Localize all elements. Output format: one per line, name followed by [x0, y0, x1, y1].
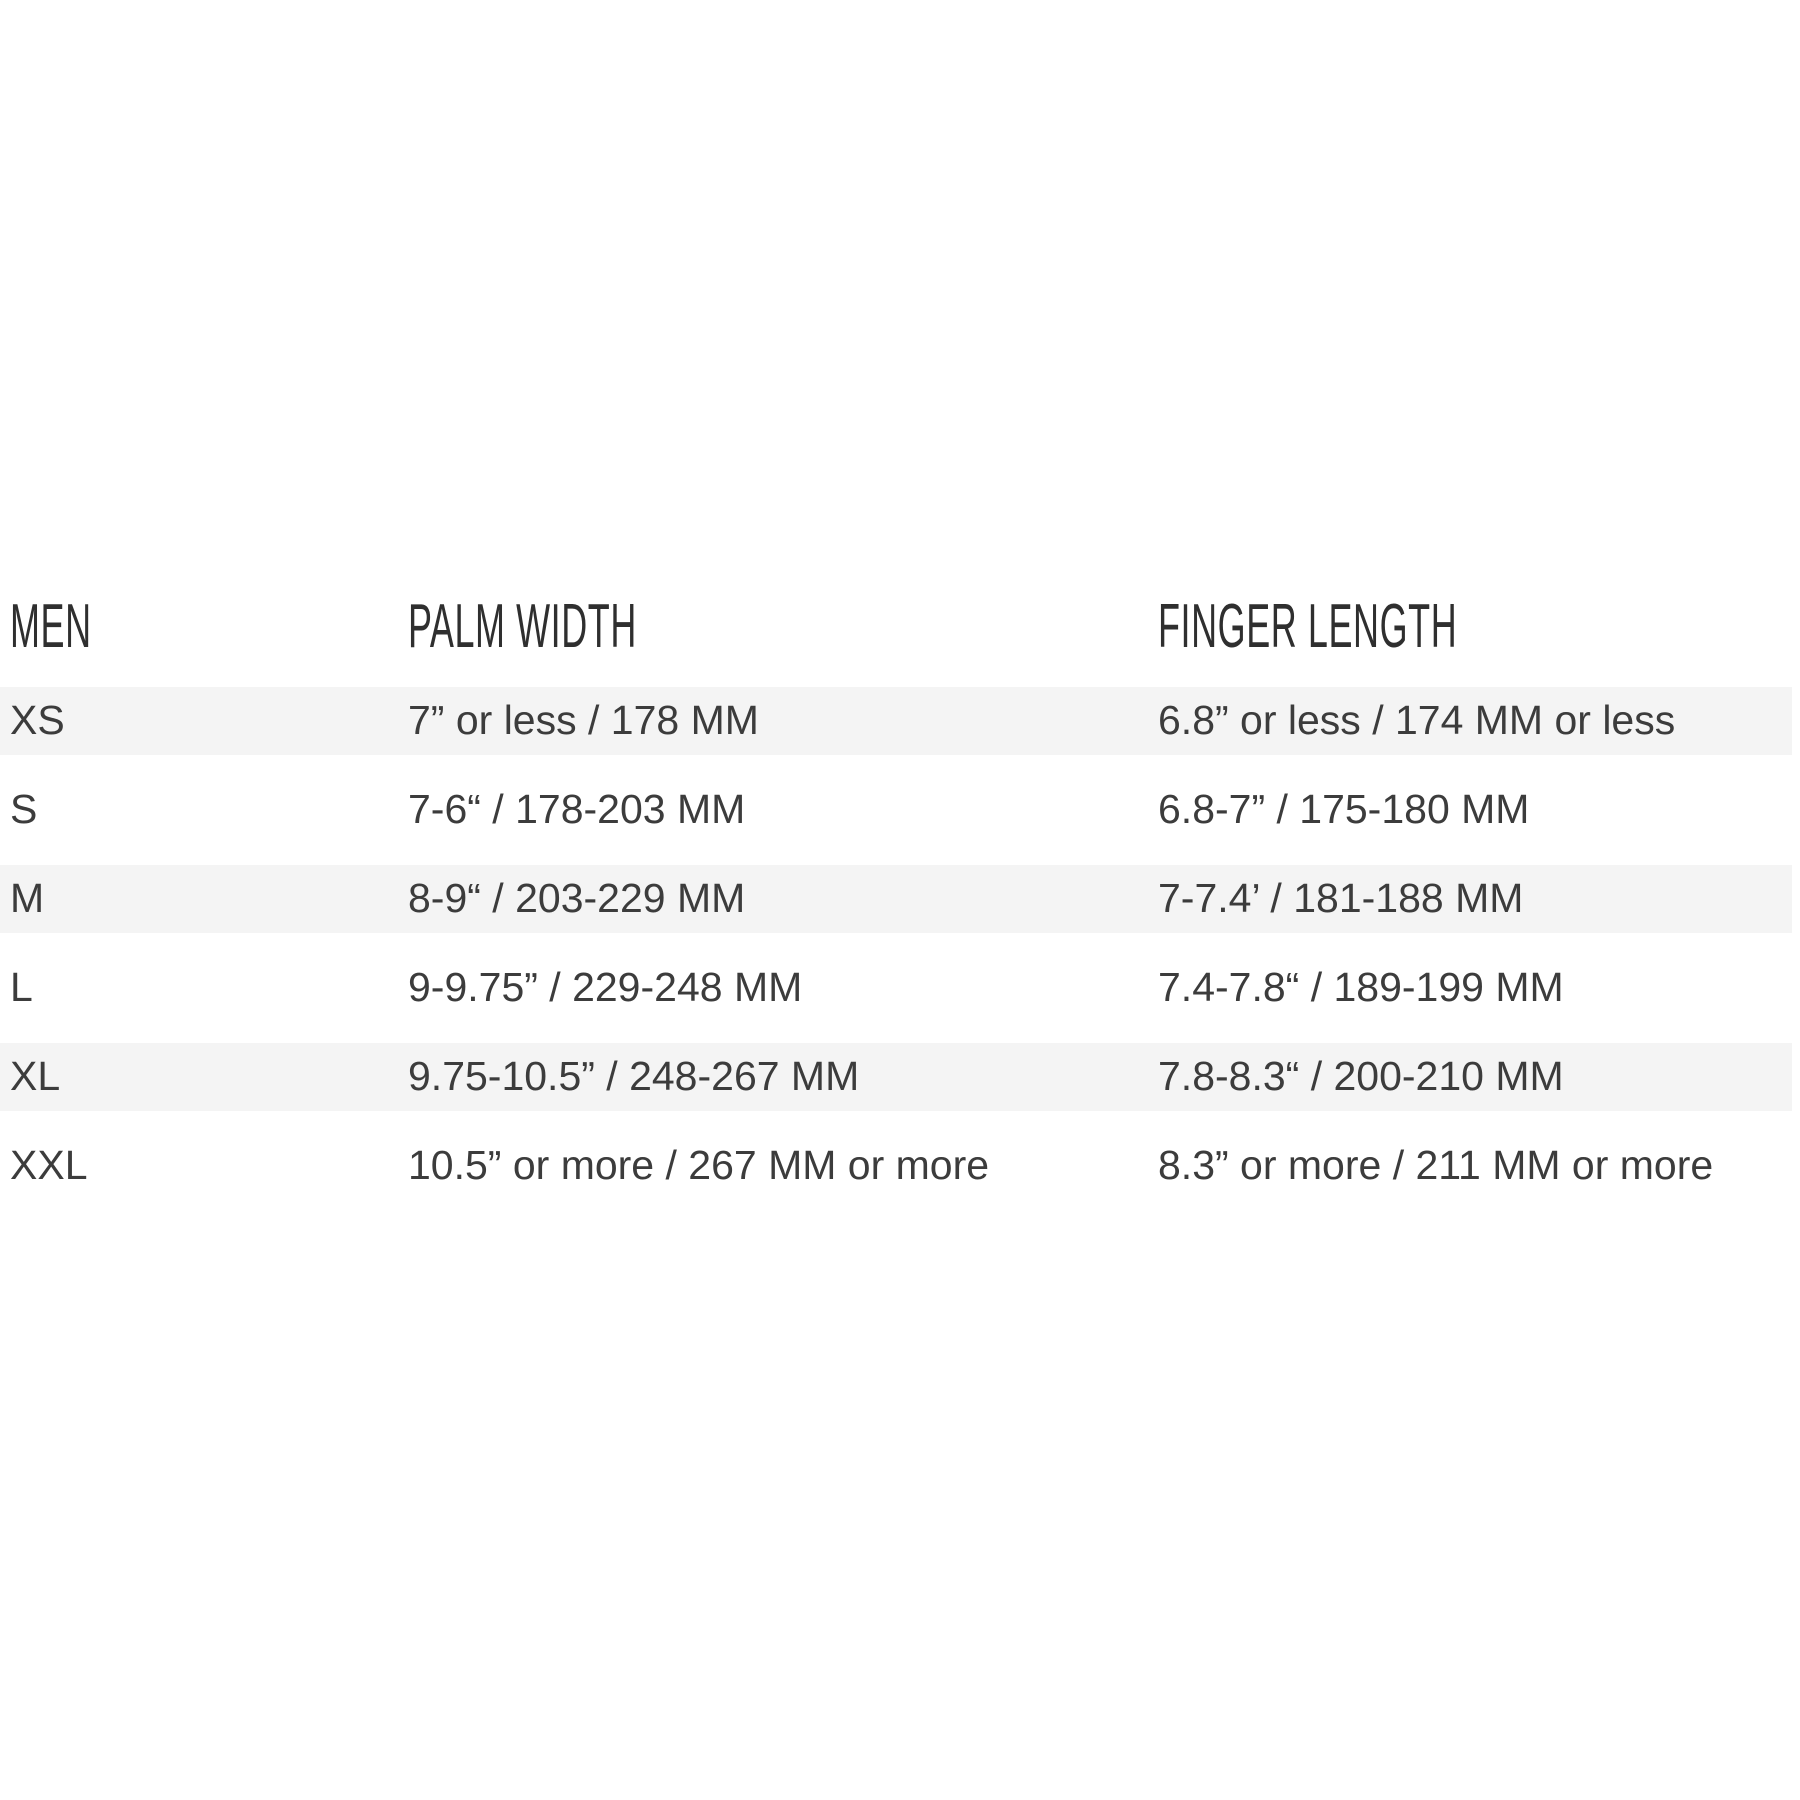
size-cell: S [10, 786, 38, 833]
palm-width-cell: 9.75-10.5” / 248-267 MM [408, 1053, 860, 1100]
finger-length-cell: 6.8-7” / 175-180 MM [1158, 786, 1530, 833]
finger-length-cell: 8.3” or more / 211 MM or more [1158, 1142, 1714, 1189]
finger-length-cell: 7-7.4’ / 181-188 MM [1158, 875, 1524, 922]
size-cell: M [10, 875, 45, 922]
finger-length-cell: 7.8-8.3“ / 200-210 MM [1158, 1053, 1564, 1100]
size-cell: XXL [10, 1142, 88, 1189]
table-row-xl [0, 1043, 1792, 1111]
table-header-row [0, 591, 1792, 661]
mens-glove-size-table [0, 591, 1800, 1221]
column-header-finger-length: FINGER LENGTH [1158, 591, 1458, 661]
finger-length-cell: 6.8” or less / 174 MM or less [1158, 697, 1676, 744]
column-header-men: MEN [10, 591, 92, 661]
header-cell-finger-length [1158, 591, 1792, 661]
table-row-xxl [0, 1132, 1792, 1200]
palm-width-cell: 8-9“ / 203-229 MM [408, 875, 746, 922]
palm-width-cell: 7” or less / 178 MM [408, 697, 759, 744]
size-cell: XS [10, 697, 65, 744]
table-row-xs [0, 687, 1792, 755]
finger-length-cell: 7.4-7.8“ / 189-199 MM [1158, 964, 1564, 1011]
table-row-s [0, 776, 1792, 844]
palm-width-cell: 9-9.75” / 229-248 MM [408, 964, 803, 1011]
size-cell: L [10, 964, 33, 1011]
header-cell-men [0, 591, 408, 661]
header-cell-palm-width [408, 591, 1158, 661]
palm-width-cell: 7-6“ / 178-203 MM [408, 786, 746, 833]
palm-width-cell: 10.5” or more / 267 MM or more [408, 1142, 990, 1189]
table-row-l [0, 954, 1792, 1022]
size-cell: XL [10, 1053, 61, 1100]
table-row-m [0, 865, 1792, 933]
column-header-palm-width: PALM WIDTH [408, 591, 637, 661]
